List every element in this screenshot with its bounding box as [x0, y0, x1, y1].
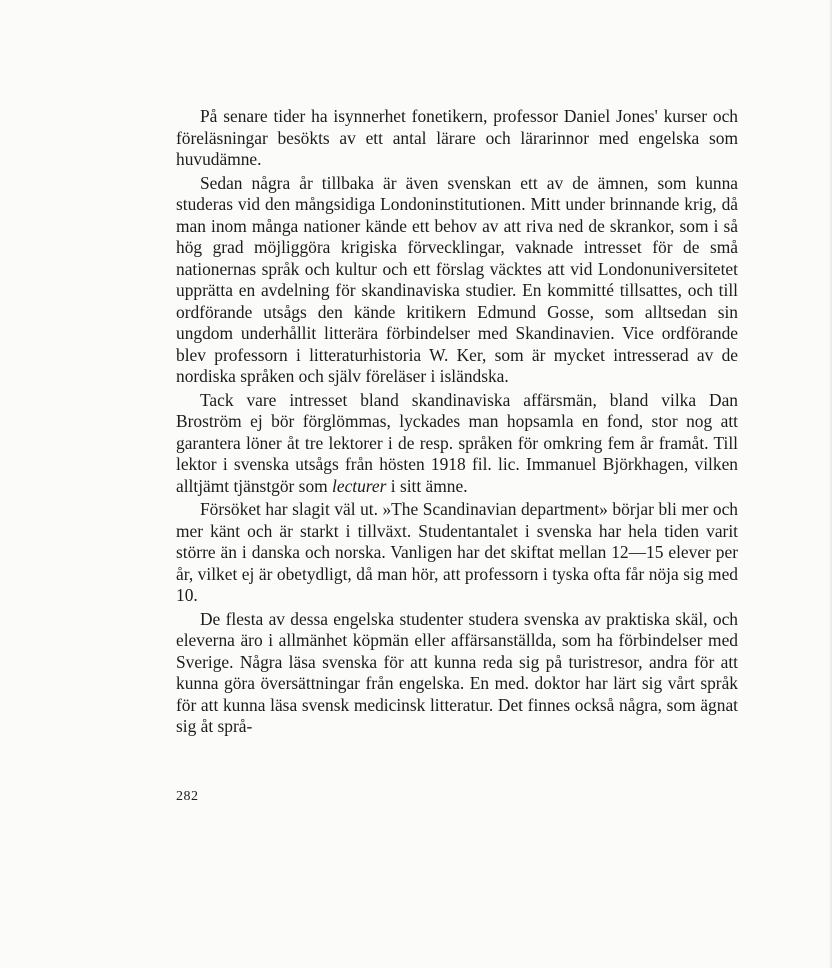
paragraph-text: Försöket har slagit väl ut. »The Scandinavian department» börjar bli mer och mer känt och är starkt i tillväxt. Studentantalet i svenska har hela tiden varit större än i danska och norska. Vanligen har det skiftat mellan 12—15 elever per år, vilket ej är obetydligt, då man hör, att professorn i tyska ofta får nöja sig med 10. — [176, 499, 738, 605]
paragraph-2 — [176, 173, 738, 388]
paragraph-text: i sitt ämne. — [386, 475, 468, 496]
body-text — [176, 106, 738, 740]
paragraph-4 — [176, 499, 738, 607]
page-number: 282 — [176, 789, 199, 804]
paragraph-1 — [176, 106, 738, 171]
paragraph-text: På senare tider ha isynnerhet fonetikern, professor Daniel Jones' kurser och föreläsningar besökts av ett antal lärare och lärarinnor med engelska som huvudämne. — [176, 106, 738, 169]
paragraph-text: Sedan några år tillbaka är även svenskan ett av de ämnen, som kunna studeras vid den mångsidiga Londoninstitutionen. Mitt under brinnande krig, då man inom många nationer kände ett behov av att riva ned de skrankor, som i så hög grad möjliggöra krigiska förvecklingar, vaknade intresset för de små nationernas språk och kultur och ett förslag väcktes att vid Londonuniversitetet upprätta en avdelning för skandinaviska studier. En kommitté tillsattes, och till ordförande utsågs den kände kritikern Edmund Gosse, som alltsedan sin ungdom underhållit litterära förbindelser med Skandinavien. Vice ordförande blev professorn i litteraturhistoria W. Ker, som är mycket intresserad av de nordiska språken och själv föreläser i isländska. — [176, 172, 738, 386]
paragraph-5 — [176, 609, 738, 738]
paragraph-text: De flesta av dessa engelska studenter studera svenska av praktiska skäl, och eleverna äro i allmänhet köpmän eller affärsanställda, som ha förbindelser med Sverige. Några läsa svenska för att kunna reda sig på turistresor, andra för att kunna göra översättningar från engelska. En med. doktor har lärt sig vårt språk för att kunna läsa svensk medicinsk litteratur. Det finnes också några, som ägnat sig åt språ- — [176, 608, 738, 736]
paragraph-3 — [176, 390, 738, 498]
paragraph-text: Tack vare intresset bland skandinaviska affärsmän, bland vilka Dan Broström ej bör förglömmas, lyckades man hopsamla en fond, stor nog att garantera löner åt tre lektorer i de resp. språken för omkring fem år framåt. Till lektor i svenska utsågs från hösten 1918 fil. lic. Immanuel Björkhagen, vilken alltjämt tjänstgör som — [176, 389, 738, 496]
italic-term: lecturer — [332, 475, 387, 496]
